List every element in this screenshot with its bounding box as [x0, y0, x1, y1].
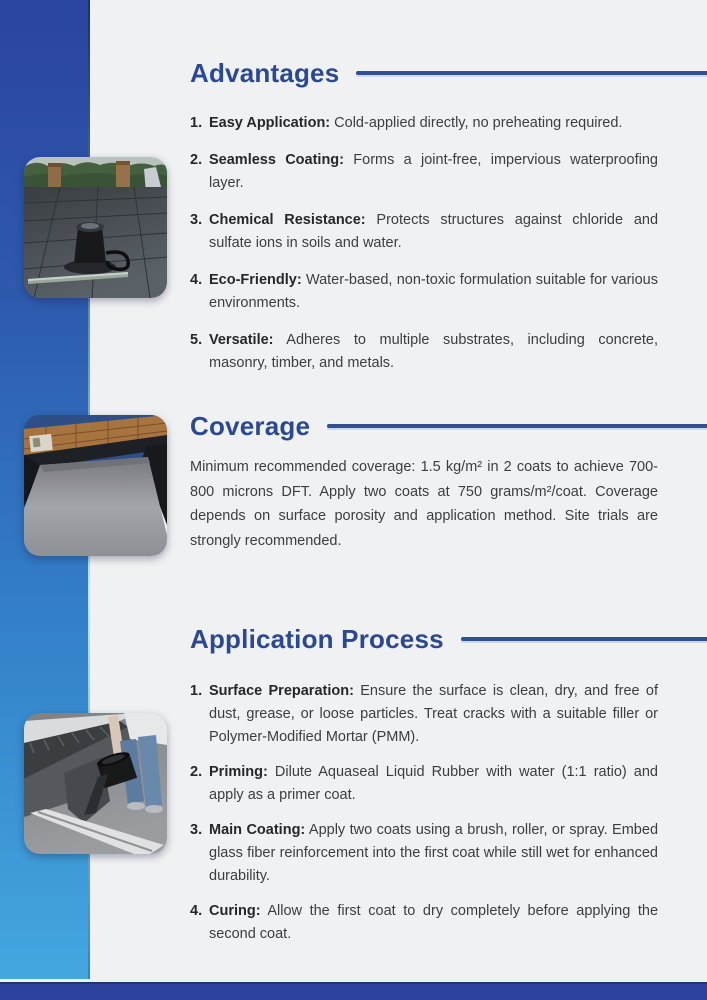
list-item-text: Main Coating: Apply two coats using a brush, roller, or spray. Embed glass fiber reinforcement into the first coat while still wet for enhanced durability.: [209, 822, 659, 884]
heading-rule: [461, 637, 707, 641]
coverage-heading: Coverage: [190, 410, 311, 441]
roof-equipment-photo: [24, 157, 167, 298]
list-item-number: 2.: [190, 764, 203, 780]
list-item: [190, 819, 707, 888]
pouring-liquid-rubber-photo: [24, 713, 167, 854]
list-item-number: 1.: [190, 683, 203, 699]
list-item-text: Priming: Dilute Aquaseal Liquid Rubber with water (1:1 ratio) and apply as a primer coat.: [209, 764, 658, 803]
application-list: [190, 680, 707, 946]
list-item-text: Seamless Coating: Forms a joint-free, impervious waterproofing layer.: [209, 152, 658, 191]
heading-rule: [356, 71, 707, 75]
list-item-number: 3.: [190, 822, 203, 838]
list-item-text: Curing: Allow the first coat to dry completely before applying the second coat.: [209, 903, 659, 942]
pouring-liquid-rubber-illustration: [24, 713, 167, 854]
advantages-section: [190, 57, 707, 389]
coverage-paragraph: Minimum recommended coverage: 1.5 kg/m² in 2 coats to achieve 700-800 microns DFT. Apply two coats at 750 grams/m²/coat. Coverage depends on surface porosity and application method. Site trials are strongly recommended.: [190, 459, 658, 549]
list-item-number: 2.: [190, 152, 203, 168]
list-item: [190, 112, 707, 135]
coated-roof-photo: [24, 415, 167, 556]
list-item: [190, 761, 707, 807]
coated-roof-illustration: [24, 415, 167, 556]
footer-accent-bar: [0, 982, 707, 1000]
list-item: [190, 329, 707, 375]
coverage-heading-row: [190, 410, 707, 442]
list-item-number: 3.: [190, 212, 203, 228]
list-item: [190, 680, 707, 749]
list-item-text: Eco-Friendly: Water-based, non-toxic formulation suitable for various environments.: [209, 272, 658, 311]
roof-equipment-illustration: [24, 157, 167, 298]
list-item: [190, 149, 707, 195]
list-item-number: 5.: [190, 332, 203, 348]
application-heading: Application Process: [190, 623, 444, 654]
list-item-text: Chemical Resistance: Protects structures against chloride and sulfate ions in soils and water.: [209, 212, 659, 251]
advantages-list: [190, 112, 707, 375]
list-item: [190, 269, 707, 315]
list-item-number: 4.: [190, 272, 203, 288]
application-process-section: [190, 623, 707, 958]
list-item-text: Versatile: Adheres to multiple substrates, including concrete, masonry, timber, and metals.: [209, 332, 658, 371]
list-item: [190, 900, 707, 946]
list-item-number: 4.: [190, 903, 203, 919]
list-item: [190, 209, 707, 255]
list-item-number: 1.: [190, 115, 203, 131]
advantages-heading: Advantages: [190, 57, 340, 88]
list-item-text: Surface Preparation: Ensure the surface is clean, dry, and free of dust, grease, or loose particles. Treat cracks with a suitable filler or Polymer-Modified Mortar (PMM).: [209, 683, 658, 745]
list-item-text: Easy Application: Cold-applied directly, no preheating required.: [209, 115, 623, 131]
advantages-heading-row: [190, 57, 707, 89]
coverage-section: [190, 410, 707, 553]
application-heading-row: [190, 623, 707, 655]
heading-rule: [327, 424, 707, 428]
